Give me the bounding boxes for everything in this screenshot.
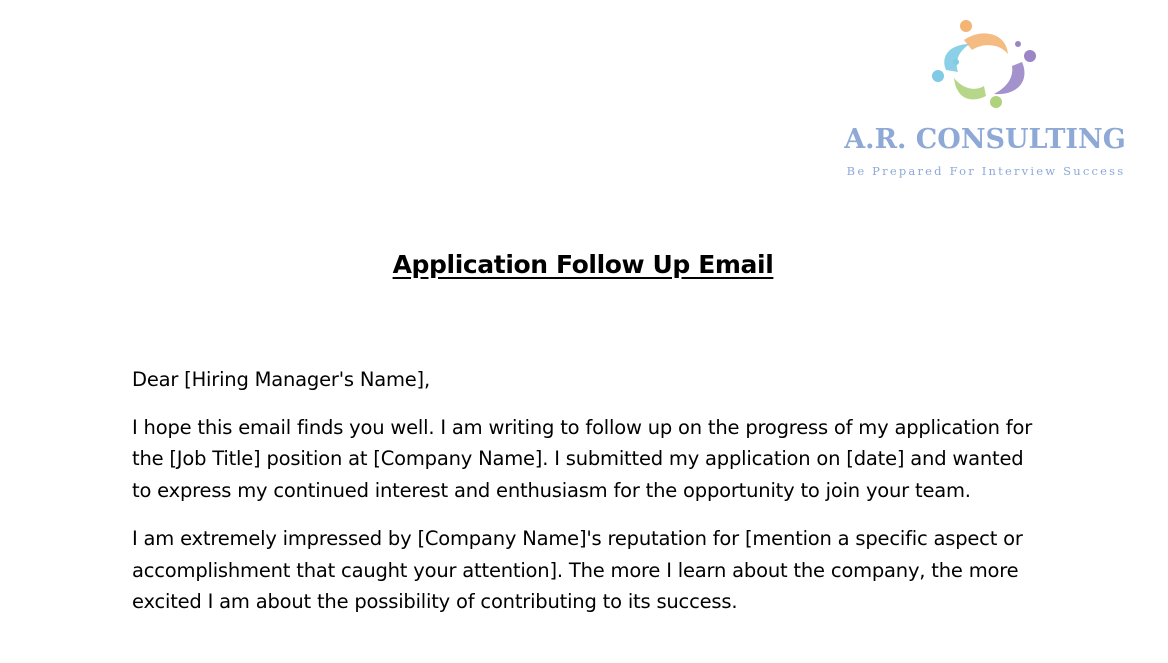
people-circle-logo-icon: [926, 14, 1046, 118]
company-logo: [830, 14, 1150, 189]
company-tagline: Be Prepared For Interview Success: [846, 164, 1126, 178]
salutation: Dear [Hiring Manager's Name],: [132, 368, 430, 391]
document-title-text: Application Follow Up Email: [392, 250, 774, 279]
paragraph: I hope this email finds you well. I am writing to follow up on the progress of my application for the [Job Title] position at [Company Name]. I submitted my application on [date] and wanted to express my continued interest and enthusiasm for the opportunity to join your team.: [132, 415, 1033, 503]
paragraph: I am extremely impressed by [Company Name]'s reputation for [mention a specific aspect or accomplishment that caught your attention]. The more I learn about the company, the more excited I am about the possibility of contributing to its success.: [132, 526, 1023, 614]
company-name: A.R. CONSULTING: [844, 124, 1126, 155]
document-title: [0, 250, 1166, 279]
email-body: [132, 364, 1037, 634]
